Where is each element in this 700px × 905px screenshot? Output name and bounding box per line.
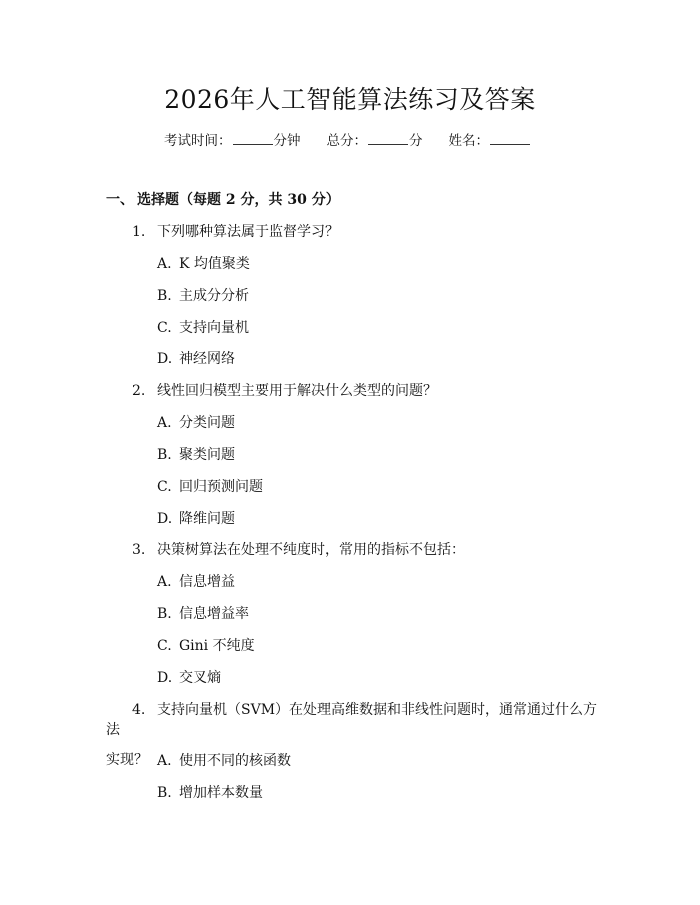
question-1 [106,222,600,242]
exam-time-unit: 分钟 [273,133,301,149]
option-label: A. [157,415,172,431]
question-3-option-b [157,604,249,624]
question-4-option-b [157,783,263,803]
exam-time-label: 考试时间： [164,133,232,149]
question-2-option-a [157,413,235,433]
option-text: 支持向量机 [179,320,249,336]
option-text: 增加样本数量 [179,785,263,801]
question-3-option-d [157,668,221,688]
question-2-option-d [157,509,235,529]
question-text-continued: 实现？ [106,752,148,768]
page-title: 2026年人工智能算法练习及答案 [164,85,536,114]
name-label: 姓名： [448,133,489,149]
option-text: 主成分分析 [179,288,249,304]
option-text: 使用不同的核函数 [179,753,291,769]
name-field [449,131,532,151]
option-text: 交叉熵 [179,670,221,686]
question-text: 决策树算法在处理不纯度时，常用的指标不包括： [157,542,465,558]
option-text: 信息增益 [179,574,235,590]
question-4-option-a [157,751,291,771]
option-label: A. [157,574,172,590]
question-3-option-c [157,636,255,656]
question-2 [106,381,600,401]
option-label: A. [157,256,172,272]
option-label: D. [157,511,173,527]
question-1-option-b [157,286,249,306]
option-text: 聚类问题 [179,447,235,463]
question-number: 3. [132,542,146,558]
section-title: 选择题（每题 2 分，共 30 分） [137,192,340,208]
option-text: K 均值聚类 [179,256,250,272]
question-number: 1. [132,224,146,240]
option-text: 回归预测问题 [179,479,263,495]
option-label: B. [157,785,172,801]
option-text: 降维问题 [179,511,235,527]
question-text: 线性回归模型主要用于解决什么类型的问题？ [157,383,437,399]
option-text: 神经网络 [179,351,235,367]
option-label: B. [157,447,172,463]
total-score-label: 总分： [326,133,367,149]
option-label: D. [157,670,173,686]
option-text: Gini 不纯度 [179,638,255,654]
question-number: 4. [132,702,146,718]
exam-time-field [164,131,301,151]
question-1-option-c [157,318,249,338]
option-label: C. [157,479,172,495]
question-3 [106,540,600,560]
question-1-option-d [157,349,235,369]
option-label: B. [157,288,172,304]
option-text: 信息增益率 [179,606,249,622]
name-blank [490,132,530,145]
section-heading [106,190,340,210]
option-label: D. [157,351,173,367]
question-2-option-c [157,477,263,497]
total-score-unit: 分 [409,133,423,149]
question-3-option-a [157,572,235,592]
total-score-field [327,131,423,151]
total-score-blank [368,132,408,145]
option-label: C. [157,320,172,336]
question-1-option-a [157,254,250,274]
section-number: 一、 [106,192,134,208]
question-2-option-b [157,445,235,465]
option-label: A. [157,753,172,769]
question-text: 下列哪种算法属于监督学习？ [157,224,339,240]
question-text: 支持向量机（SVM）在处理高维数据和非线性问题时，通常通过什么方法 [106,702,598,738]
option-text: 分类问题 [179,415,235,431]
exam-info-line [164,131,584,151]
exam-time-blank [233,132,273,145]
option-label: B. [157,606,172,622]
option-label: C. [157,638,172,654]
question-number: 2. [132,383,146,399]
